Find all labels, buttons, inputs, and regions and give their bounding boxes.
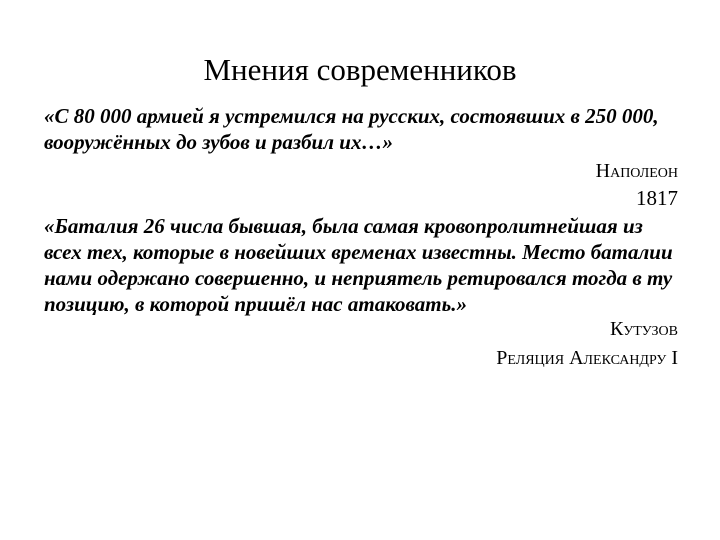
quote-author-napoleon: Наполеон: [595, 160, 678, 182]
quote-author-kutuzov: Кутузов: [610, 318, 678, 340]
quote-source: Реляция Александру I: [496, 347, 678, 369]
quote-napoleon: «С 80 000 армией я устремился на русских, состоявших в 250 000, вооружённых до зубов и разбил их…»: [44, 104, 659, 154]
slide-title: Мнения современников: [203, 52, 517, 87]
quote-year: 1817: [636, 186, 678, 210]
quote-kutuzov: «Баталия 26 числа бывшая, была самая кровопролитнейшая из всех тех, которые в новейших временах известны. Место баталии нами одержано совершенно, и неприятель ретировался тогда в ту позицию, в которой пришёл нас атаковать.»: [44, 214, 673, 316]
